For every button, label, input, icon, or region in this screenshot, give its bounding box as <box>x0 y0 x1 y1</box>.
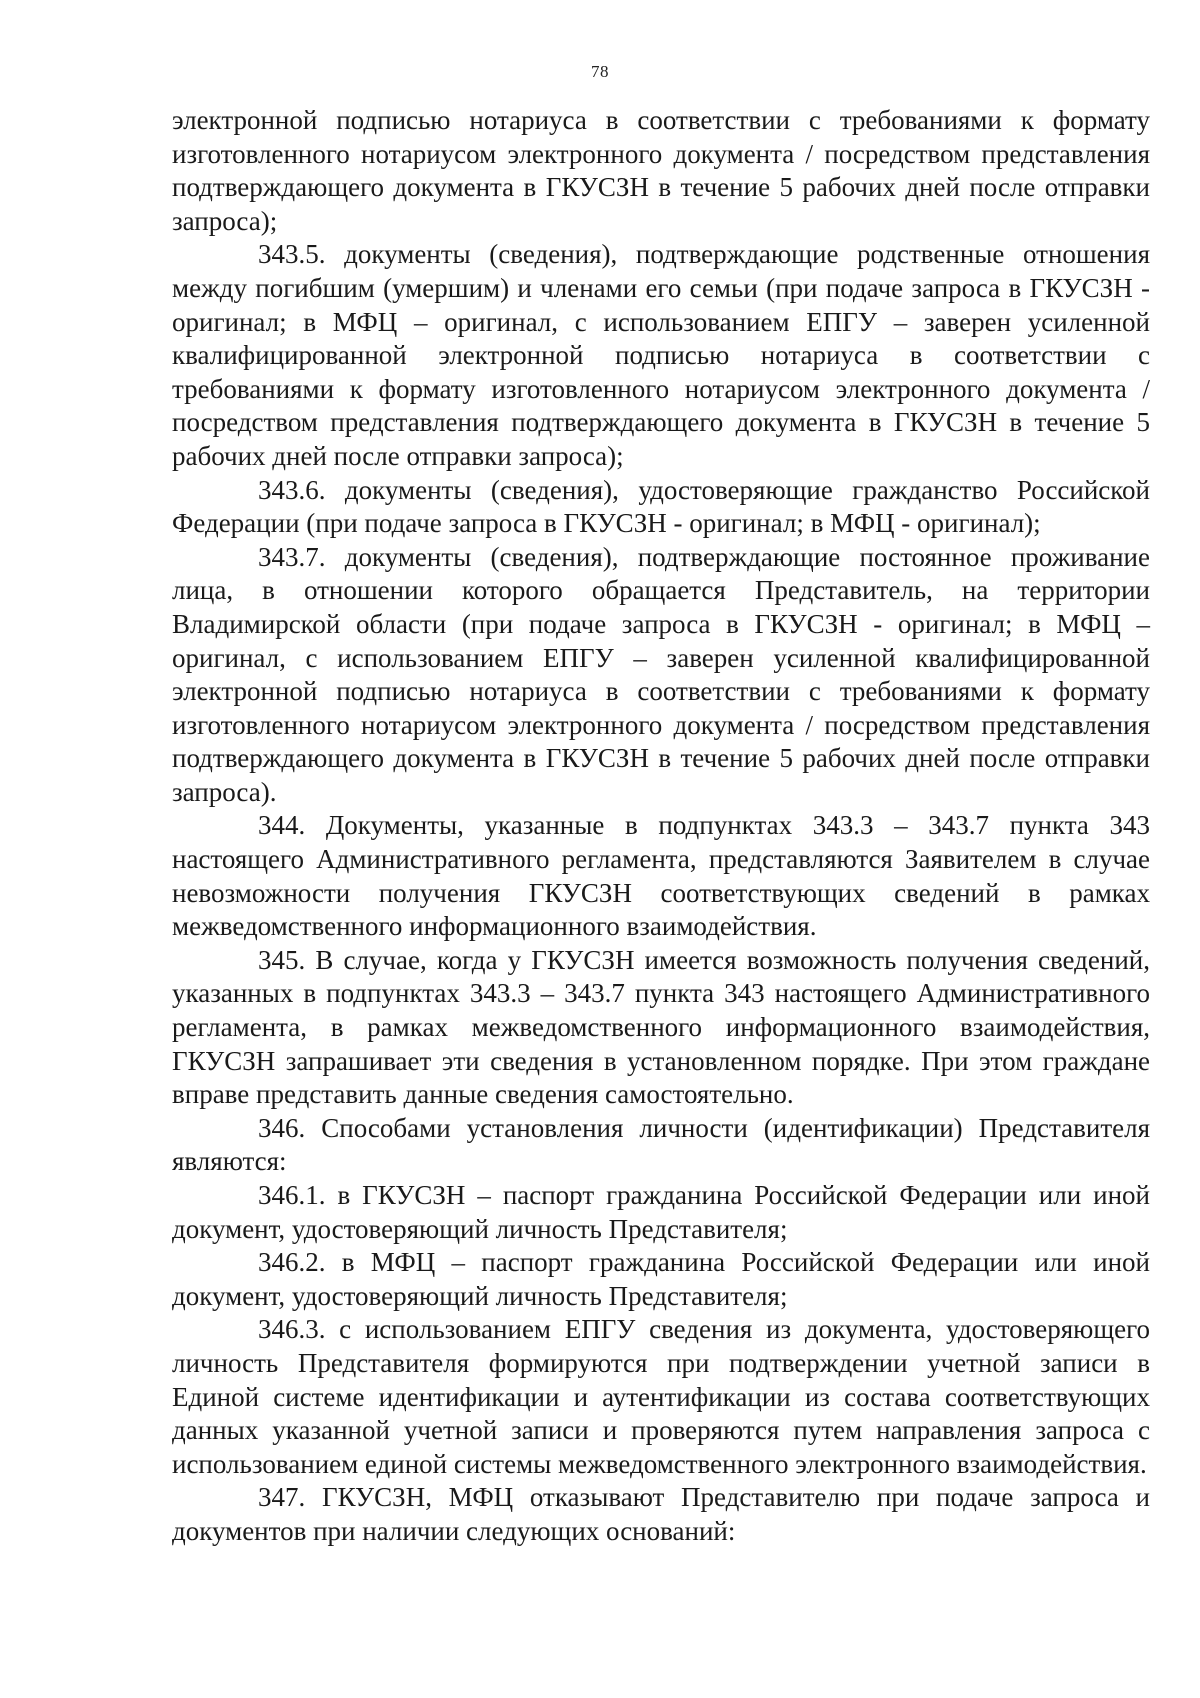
paragraph-343-7: 343.7. документы (сведения), подтверждающие постоянное проживание лица, в отношении которого обращается Представитель, на территории Владимирской области (при подаче запроса в ГКУСЗН - оригинал; в МФЦ – оригинал, с использованием ЕПГУ – заверен усиленной квалифицированной электронной подписью нотариуса в соответствии с требованиями к формату изготовленного нотариусом электронного документа / посредством представления подтверждающего документа в ГКУСЗН в течение 5 рабочих дней после отправки запроса). <box>172 541 1150 807</box>
paragraph-continuation: электронной подписью нотариуса в соответствии с требованиями к формату изготовленного нотариусом электронного документа / посредством представления подтверждающего документа в ГКУСЗН в течение 5 рабочих дней после отправки запроса); <box>172 105 1150 236</box>
paragraph-346-1: 346.1. в ГКУСЗН – паспорт гражданина Российской Федерации или иной документ, удостоверяющий личность Представителя; <box>172 1180 1150 1244</box>
page-number: 78 <box>591 62 609 81</box>
paragraph-344: 344. Документы, указанные в подпунктах 343.3 – 343.7 пункта 343 настоящего Административного регламента, представляются Заявителем в случае невозможности получения ГКУСЗН соответствующих сведений в рамках межведомственного информационного взаимодействия. <box>172 810 1150 942</box>
paragraph-346-2: 346.2. в МФЦ – паспорт гражданина Российской Федерации или иной документ, удостоверяющий личность Представителя; <box>172 1247 1150 1311</box>
paragraph-345: 345. В случае, когда у ГКУСЗН имеется возможность получения сведений, указанных в подпунктах 343.3 – 343.7 пункта 343 настоящего Административного регламента, в рамках межведомственного информационного взаимодействия, ГКУСЗН запрашивает эти сведения в установленном порядке. При этом граждане вправе представить данные сведения самостоятельно. <box>172 944 1150 1110</box>
paragraph-347: 347. ГКУСЗН, МФЦ отказывают Представителю при подаче запроса и документов при наличии следующих оснований: <box>172 1482 1150 1546</box>
paragraph-343-5: 343.5. документы (сведения), подтверждающие родственные отношения между погибшим (умершим) и членами его семьи (при подаче запроса в ГКУСЗН - оригинал; в МФЦ – оригинал, с использованием ЕПГУ – заверен усиленной квалифицированной электронной подписью нотариуса в соответствии с требованиями к формату изготовленного нотариусом электронного документа / посредством представления подтверждающего документа в ГКУСЗН в течение 5 рабочих дней после отправки запроса); <box>172 239 1150 471</box>
paragraph-343-6: 343.6. документы (сведения), удостоверяющие гражданство Российской Федерации (при подаче запроса в ГКУСЗН - оригинал; в МФЦ - оригинал); <box>172 474 1150 539</box>
paragraph-346-3: 346.3. с использованием ЕПГУ сведения из документа, удостоверяющего личность Представителя формируются при подтверждении учетной записи в Единой системе идентификации и аутентификации из состава соответствующих данных указанной учетной записи и проверяются путем направления запроса с использованием единой системы межведомственного электронного взаимодействия. <box>172 1314 1150 1479</box>
paragraph-346: 346. Способами установления личности (идентификации) Представителя являются: <box>172 1112 1150 1177</box>
document-body <box>172 104 1150 1549</box>
